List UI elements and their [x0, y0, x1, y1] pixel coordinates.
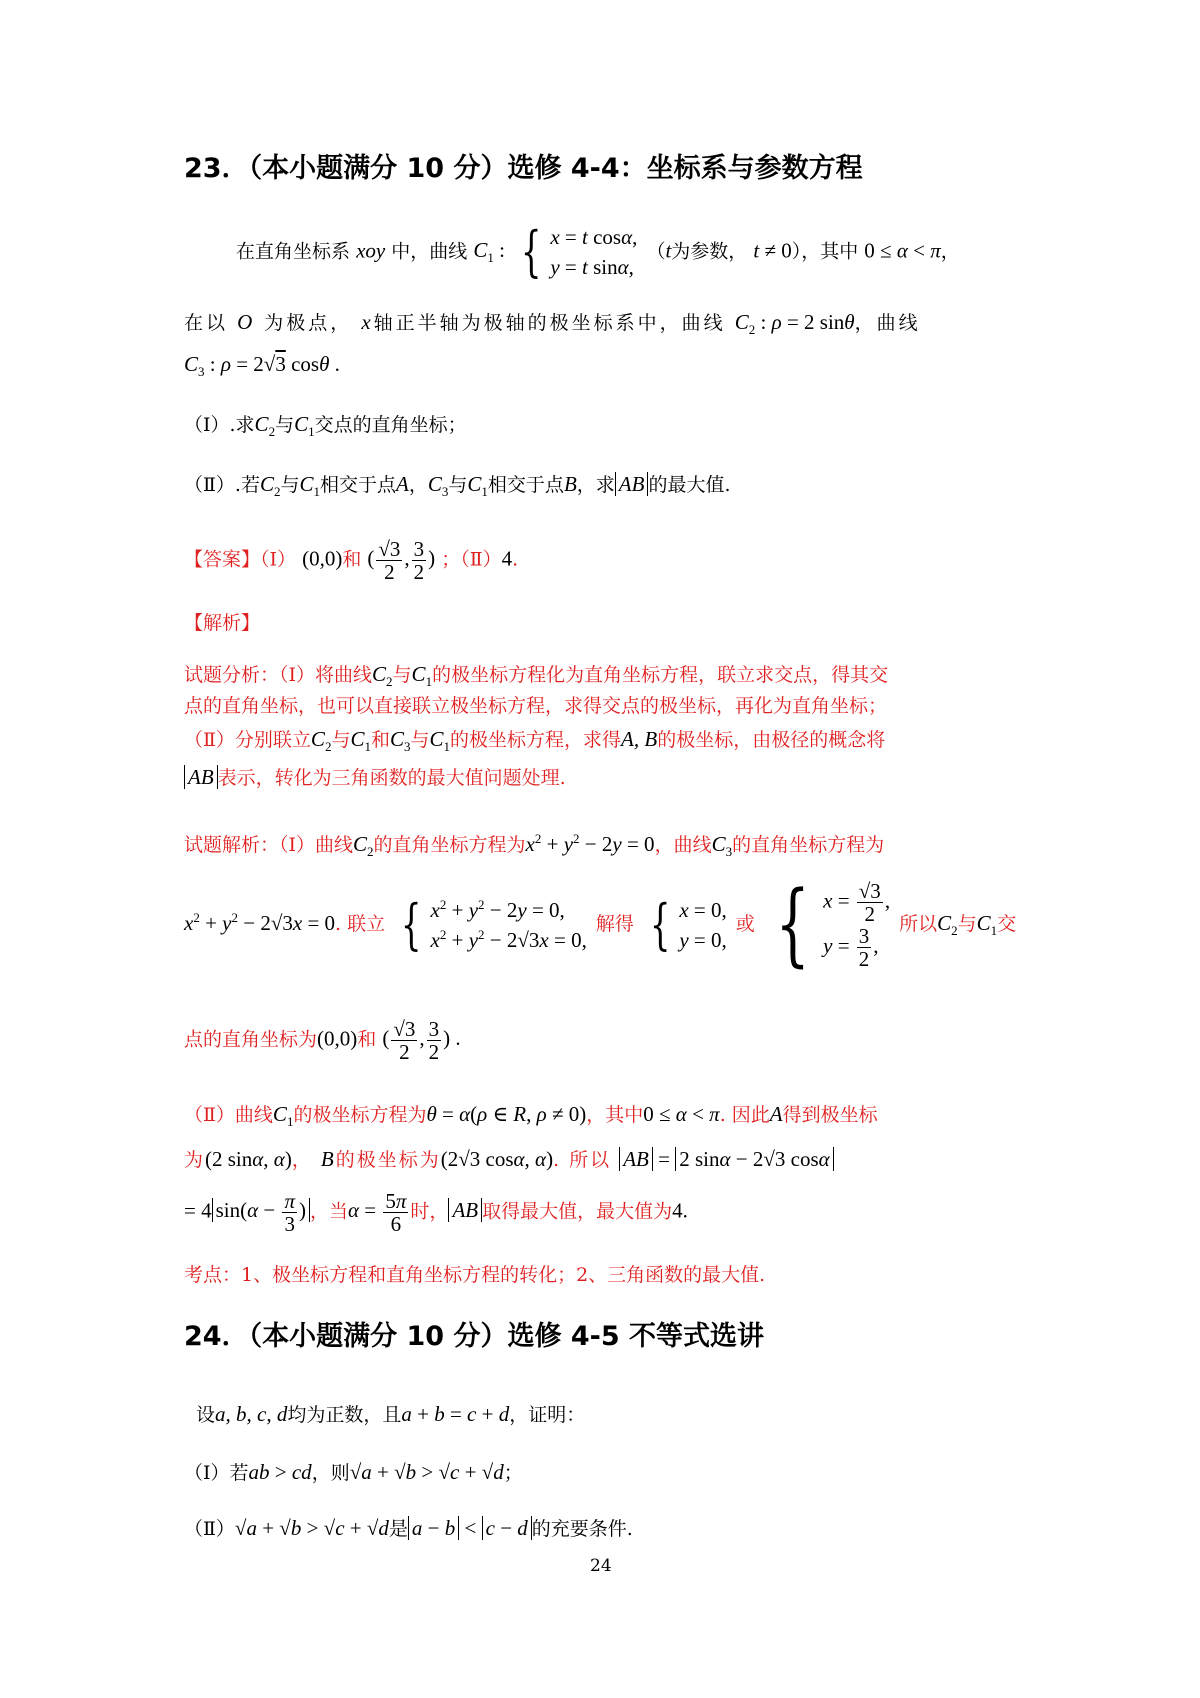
q23-heading: 23．（本小题满分 10 分）选修 4-4：坐标系与参数方程: [184, 153, 863, 184]
solution-line1: 试题解析：（Ⅰ）曲线$C_2$的直角坐标方程为$x^2 + y^2 - 2y = 0$，曲线$C_3$的直角坐标方程为: [184, 831, 885, 860]
q24-part1: （Ⅰ）若ab > cd，则√a + √b > √c + √d；: [184, 1460, 523, 1484]
analysis-label: 【解析】: [184, 612, 261, 634]
page-number: 24: [590, 1556, 612, 1576]
q23-part2: （Ⅱ）.若$C_2$与$C_1$相交于点A，$C_3$与$C_1$相交于点B，求 AB 的最大值.: [184, 472, 731, 500]
analysis-line3: （Ⅱ）分别联立$C_2$与$C_1$和$C_3$与$C_1$的极坐标方程，求得A, B的极坐标，由极径的概念将: [184, 727, 886, 755]
q24-heading: 24．（本小题满分 10 分）选修 4-5 不等式选讲: [184, 1321, 765, 1352]
analysis-line1: 试题分析：（Ⅰ）将曲线$C_2$与$C_1$的极坐标方程化为直角坐标方程，联立求交点，得其交: [184, 662, 889, 690]
answer-line: 【答案】（Ⅰ） (0,0)和 ( $\frac{√3}{2}$ , $\frac{3}{2}$ ) ；（Ⅱ）4.: [184, 537, 519, 585]
kaodian-line: 考点：1、极坐标方程和直角坐标方程的转化；2、三角函数的最大值.: [184, 1264, 766, 1286]
solution-line6: = 4 sin(α − $\frac{\pi}{3}$ ) ，当α = $\frac{5\pi}{6}$ 时， AB 取得最大值，最大值为4.: [184, 1189, 688, 1237]
q23-stem-line3: $C_3$ : ρ = 2√3 cosθ .: [184, 352, 340, 380]
analysis-line4: AB 表示，转化为三角函数的最大值问题处理.: [184, 763, 1024, 792]
q23-stem-line2: 在以 O 为极点， x轴正半轴为极轴的极坐标系中，曲线 $C_2$ : ρ = 2 sinθ，曲线: [184, 310, 921, 338]
solution-line4: （Ⅱ）曲线$C_1$的极坐标方程为θ = α(ρ ∈ R, ρ ≠ 0)，其中0 ≤ α < π. 因此A得到极坐标: [184, 1102, 878, 1130]
solution-line5: 为(2 sinα, α)， B的极坐标为(2√3 cosα, α). 所以 AB = 2 sinα − 2√3 cosα: [184, 1145, 1024, 1174]
solution-line2: $x^2 + y^2 - 2√3x = 0$. 联立 { $x^2 + y^2 - 2y = 0$, $x^2 + y^2 - 2√3x = 0$, 解得 { x = 0, y = 0, 或 { x = $\frac{√3}{2}$ , y = $\frac{3}{2}$ , 所以$C_2$与$C_1$交: [184, 872, 1017, 978]
analysis-line2: 点的直角坐标，也可以直接联立极坐标方程，求得交点的极坐标，再化为直角坐标；: [184, 695, 888, 717]
solution-line3: 点的直角坐标为(0,0)和 ( $\frac{√3}{2}$ , $\frac{3}{2}$ ) .: [184, 1017, 461, 1065]
q23-stem-line1: 在直角坐标系 xoy 中，曲线 $C_1$ : { x = t cosα, y = t sinα, （t为参数， t ≠ 0），其中 0 ≤ α < π，: [236, 220, 960, 284]
q24-part2: （Ⅱ）√a + √b > √c + √d是 a − b < c − d 的充要条件.: [184, 1516, 633, 1540]
q23-part1: （Ⅰ）.求$C_2$与$C_1$交点的直角坐标；: [184, 412, 467, 440]
q24-stem: 设a, b, c, d均为正数，且a + b = c + d，证明：: [196, 1402, 586, 1426]
